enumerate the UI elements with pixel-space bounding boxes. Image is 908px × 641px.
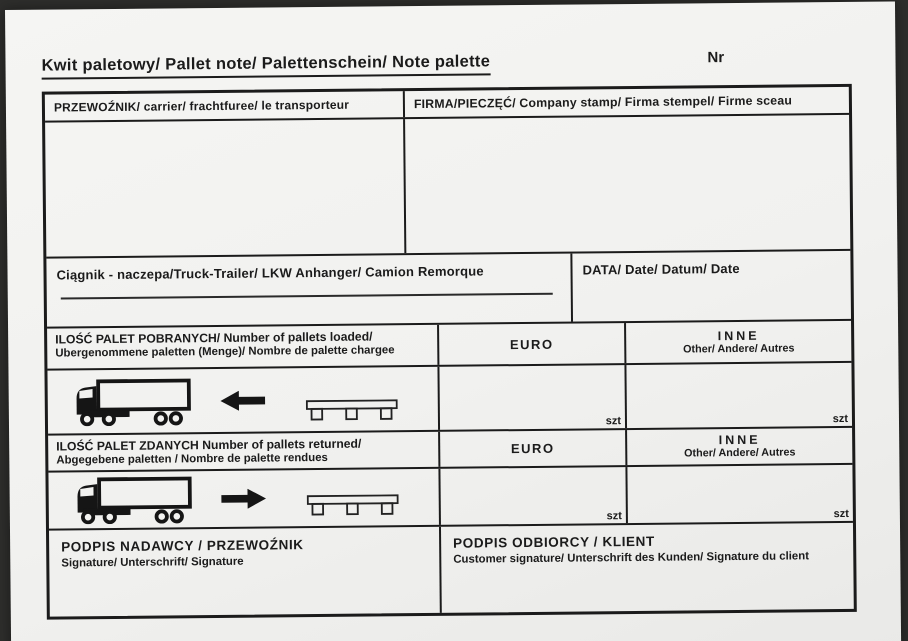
inne-sublabel: Other/ Andere/ Autres [683,342,795,356]
pallets-returned-line1: ILOŚĆ PALET ZDANYCH Number of pallets returned/ [56,436,362,454]
receiver-signature-title: PODPIS ODBIORCY / KLIENT [453,533,655,551]
euro-header-cell [437,323,624,365]
receiver-signature-cell [439,523,854,613]
pallets-returned-line2: Abgegebene paletten / Nombre de palette rendues [56,451,328,467]
unit-label: szt [606,510,622,523]
euro-header-cell [438,430,625,467]
company-stamp-field [403,115,850,253]
pallets-loaded-header-cell [47,325,437,369]
row-signatures [49,523,854,617]
inne-header-cell [625,428,852,465]
receiver-signature-subtitle: Customer signature/ Unterschrift des Kunden/ Signature du client [453,549,810,566]
pallet-note-sheet [5,1,901,641]
unit-label: szt [832,412,849,426]
pallets-loaded-line2: Ubergenommene paletten (Menge)/ Nombre de palette chargee [55,344,395,360]
truck-icon [74,475,192,524]
loaded-inne-count-field [624,363,852,428]
sender-signature-title: PODPIS NADAWCY / PRZEWOŹNIK [61,537,304,555]
form-table [42,84,857,620]
form-header [41,48,853,84]
unit-label: szt [605,415,622,428]
pallets-loaded-line1: ILOŚĆ PALET POBRANYCH/ Number of pallets loaded/ [55,329,373,347]
pallets-returned-header-cell [48,432,438,471]
carrier-header-cell: PRZEWOŹNIK/ carrier/ frachtfuree/ le transporteur [53,97,350,115]
pallet-icon [307,492,399,519]
unit-label: szt [833,507,849,521]
row-loaded-counts [47,363,852,436]
returned-inne-count-field [625,465,853,523]
pallet-note-form [41,48,858,620]
date-cell [570,251,851,322]
loaded-pictogram-cell [47,367,438,434]
tractor-trailer-cell [46,254,571,327]
inne-sublabel: Other/ Andere/ Autres [684,446,796,460]
company-stamp-header-cell: FIRMA/PIECZĘĆ/ Company stamp/ Firma stempel/ Firme sceau [403,87,849,117]
pallet-icon [306,397,398,424]
returned-pictogram-cell [48,469,439,529]
inne-label: INNE [717,328,760,343]
arrow-left-icon [220,390,266,410]
euro-label: EURO [509,336,554,352]
number-label: Nr [707,49,725,67]
row-vehicle-date [46,251,851,329]
arrow-right-icon [221,489,267,509]
carrier-field [45,119,404,256]
sender-signature-cell [49,527,440,617]
row-returned-counts [48,465,853,531]
euro-label: EURO [510,440,555,457]
inne-label: INNE [718,432,761,448]
tractor-trailer-label: Ciągnik - naczepa/Truck-Trailer/ LKW Anhanger/ Camion Remorque [56,263,484,283]
sender-signature-subtitle: Signature/ Unterschrift/ Signature [61,555,244,570]
truck-icon [74,377,192,426]
row-carrier-fields [45,115,850,259]
inne-header-cell [624,321,851,363]
form-title: Kwit paletowy/ Pallet note/ Palettenschein/ Note palette [41,51,490,79]
tractor-write-line [61,293,553,300]
returned-euro-count-field [438,467,626,525]
loaded-euro-count-field [437,365,625,430]
date-label: DATA/ Date/ Datum/ Date [582,260,740,278]
